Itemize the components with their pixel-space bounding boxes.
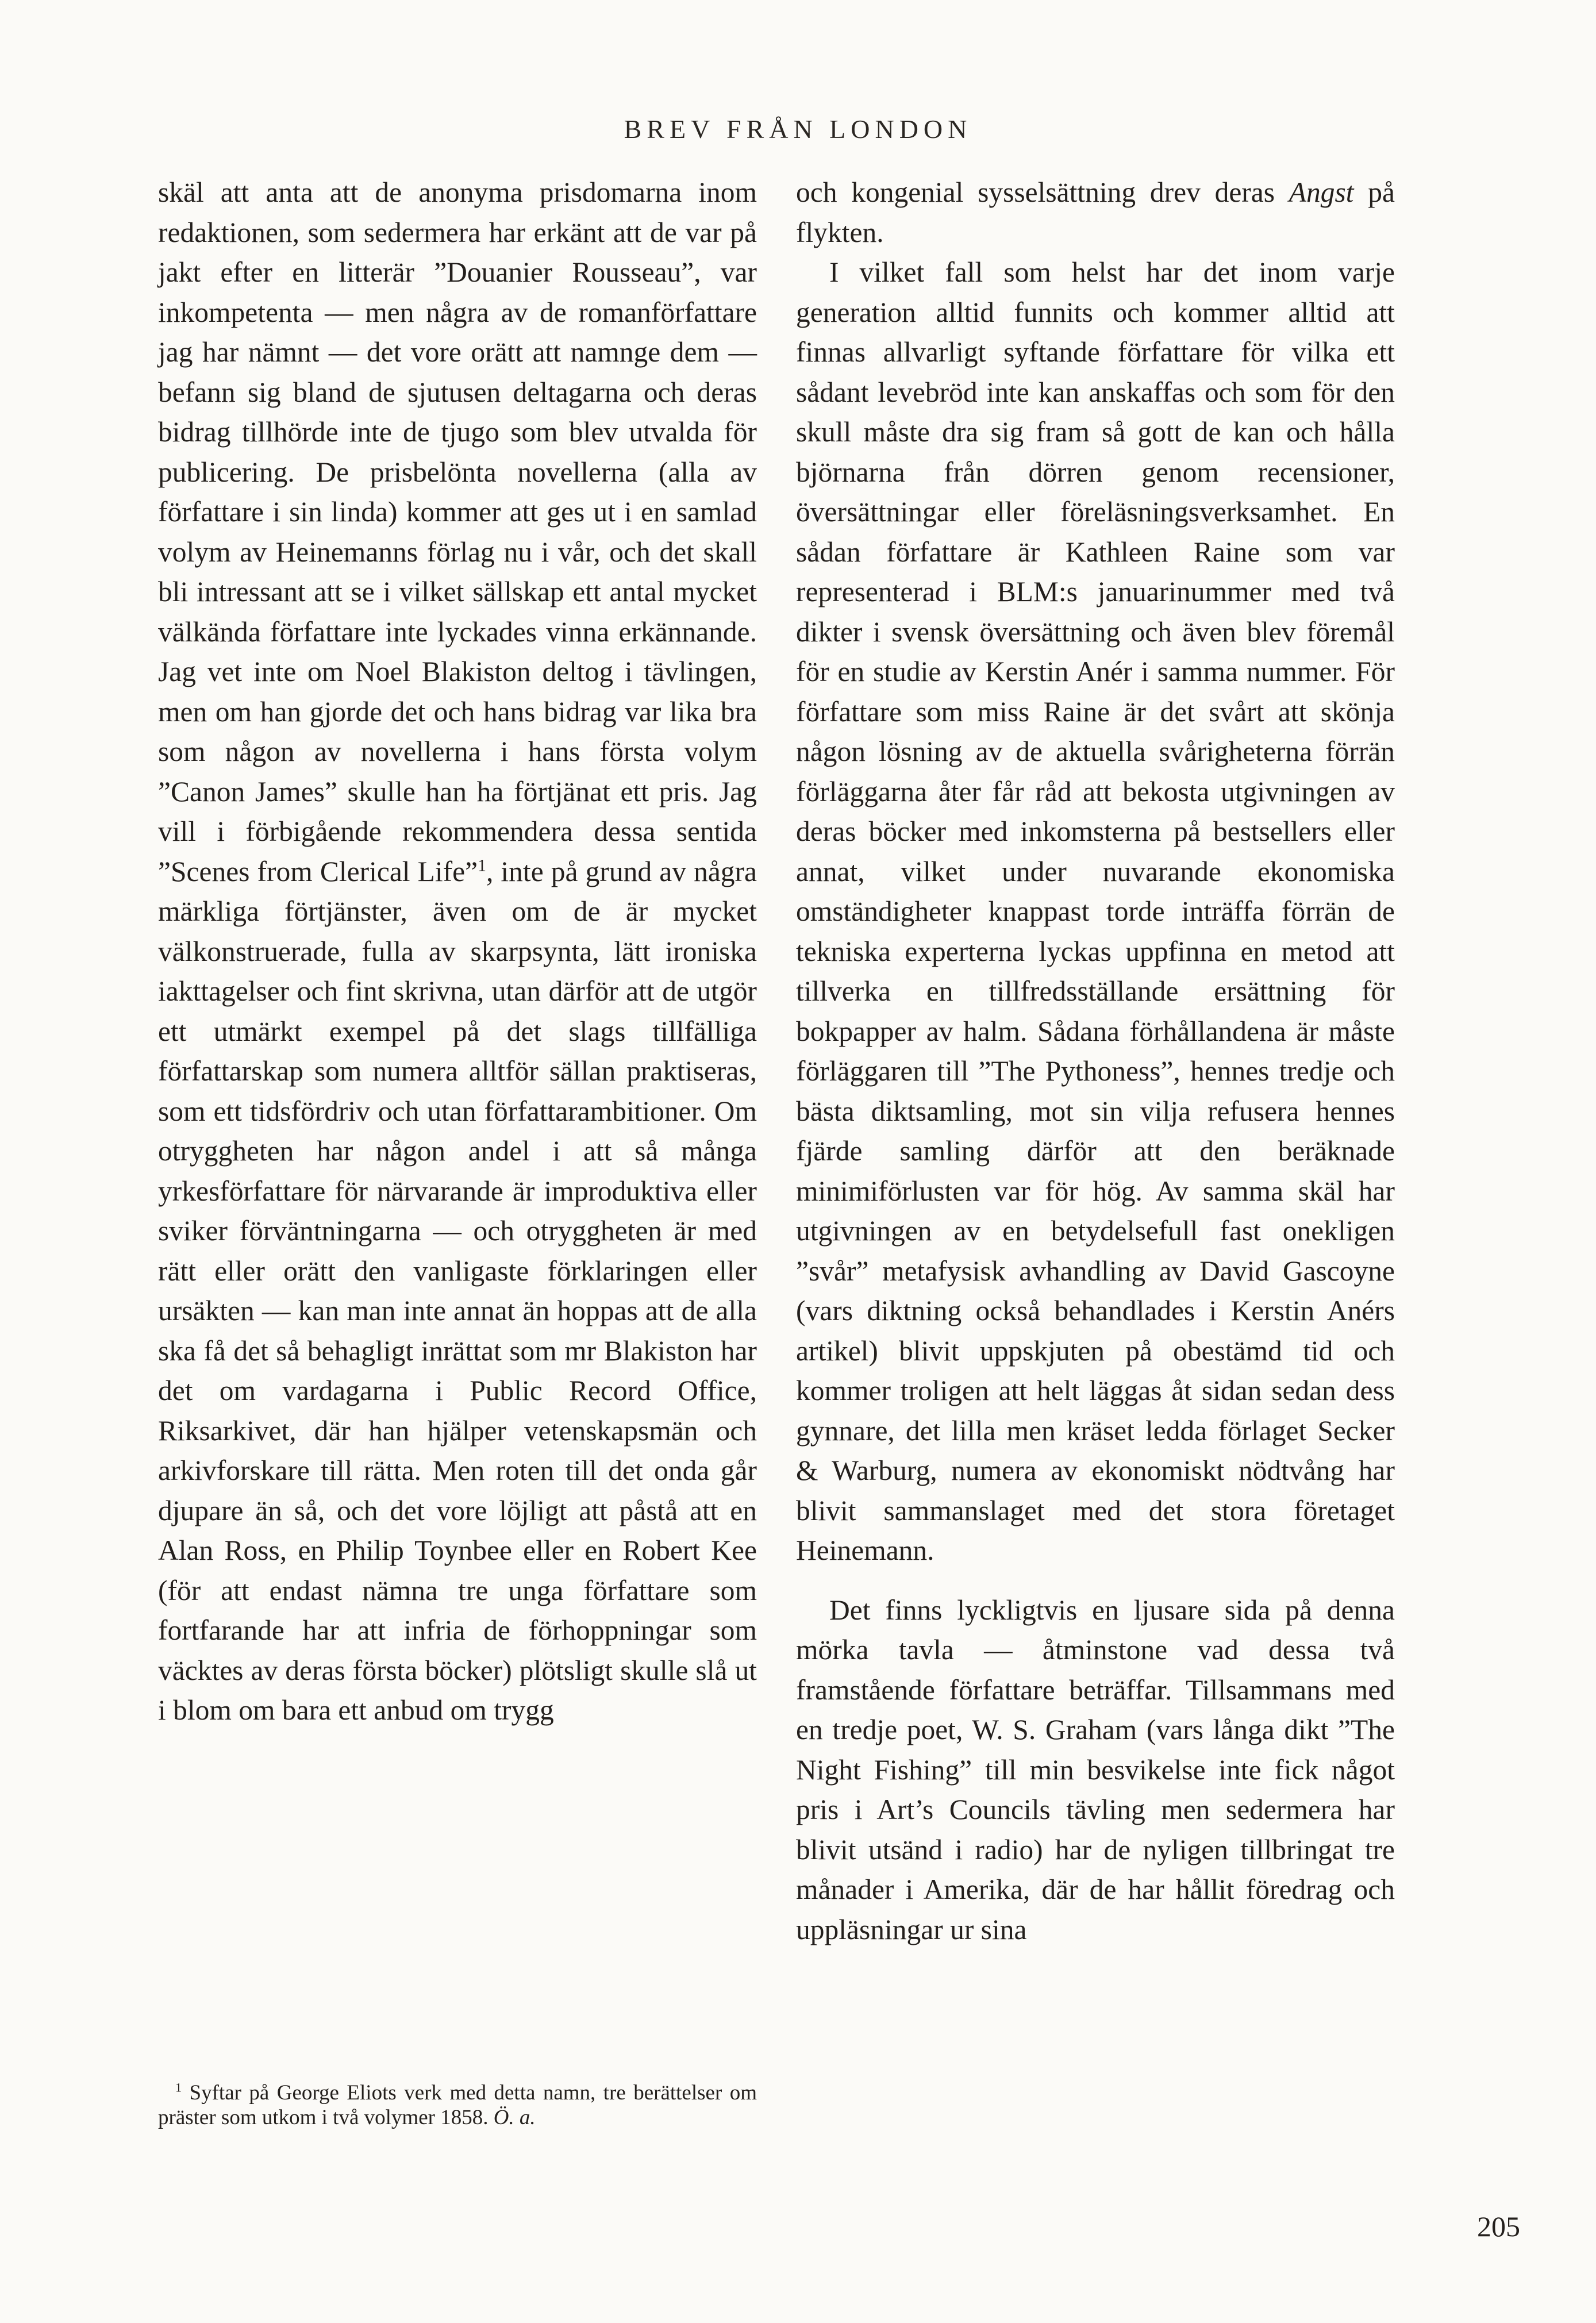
left-paragraph-1 bbox=[158, 172, 757, 1730]
left-column bbox=[158, 172, 757, 1730]
right-paragraph-1-end: på flykten. bbox=[796, 176, 1395, 248]
footnote-marker: 1 bbox=[175, 2080, 182, 2095]
right-column bbox=[796, 172, 1395, 1949]
footnote bbox=[158, 2080, 757, 2130]
footnote-text: Syftar på George Eliots verk med detta namn, tre berättelser om präster som utkom i två volymer 1858. bbox=[158, 2081, 757, 2129]
right-paragraph-2: I vilket fall som helst har det inom varje generation alltid funnits och kommer alltid att finnas allvarligt syftande författare för vilka ett sådant levebröd inte kan anskaffas och som för den skull måste dra sig fram så gott de kan och hålla björnarna från dörren genom recensioner, översättningar eller föreläsningsverksamhet. En sådan författare är Kathleen Raine som var representerad i BLM:s januarinummer med två dikter i svensk översättning och även blev föremål för en studie av Kerstin Anér i samma nummer. För författare som miss Raine är det svårt att skönja någon lösning av de aktuella svårigheterna förrän förläggarna åter får råd att bekosta utgivningen av deras böcker med inkomsterna på bestsellers eller annat, vilket under nuvarande ekonomiska omständigheter knappast torde inträffa förrän de tekniska experterna lyckas uppfinna en metod att tillverka en tillfredsställande ersättning för bokpapper av halm. Sådana förhållandena är måste förläggaren till ”The Pythoness”, hennes tredje och bästa diktsamling, mot sin vilja refusera hennes fjärde samling därför att den beräknade minimiförlusten var för hög. Av samma skäl har utgivningen av en betydelsefull fast onekligen ”svår” metafysisk avhandling av David Gascoyne (vars diktning också behandlades i Kerstin Anérs artikel) blivit uppskjuten på obestämd tid och kommer troligen att helt läggas åt sidan sedan dess gynnare, det lilla men kräset ledda förlaget Secker & Warburg, numera av ekonomiskt nödtvång har blivit sammanslaget med det stora företaget Heinemann. bbox=[796, 256, 1395, 1566]
left-paragraph-1-text-a: skäl att anta att de anonyma prisdomarna inom redaktionen, som sedermera har erkänt att de var på jakt efter en litterär ”Douanier Rousseau”, var inkompetenta — men några av de romanförfattare jag har nämnt — det vore orätt att namnge dem — befann sig bland de sjutusen deltagarna och deras bidrag tillhörde inte de tjugo som blev utvalda för publicering. De prisbelönta novellerna (alla av författare i sin linda) kommer att ges ut i en samlad volym av Heinemanns förlag nu i vår, och det skall bli intressant att se i vilket sällskap ett antal mycket välkända författare inte lyckades vinna erkännande. Jag vet inte om Noel Blakiston deltog i tävlingen, men om han gjorde det och hans bidrag var lika bra som någon av novellerna i hans första volym ”Canon James” skulle han ha förtjänat ett pris. Jag vill i förbigående rekommendera dessa sentida ”Scenes from Clerical Life” bbox=[158, 176, 757, 887]
angst-italic: Angst bbox=[1289, 176, 1354, 208]
right-paragraph-1 bbox=[796, 172, 1395, 252]
right-paragraph-1-text: och kongenial sysselsättning drev deras bbox=[796, 176, 1289, 208]
page-number: 205 bbox=[1477, 2210, 1520, 2243]
footnote-signature: Ö. a. bbox=[493, 2106, 536, 2129]
footnote-reference: 1 bbox=[478, 856, 486, 875]
running-header: BREV FRÅN LONDON bbox=[624, 114, 972, 144]
left-paragraph-1-text-b: , inte på grund av några märkliga förtjänster, även om de är mycket välkonstruerade, fulla av skarpsynta, lätt ironiska iakttagelser och fint skrivna, utan därför att de utgör ett utmärkt exempel på det slags tillfälliga författarskap som numera alltför sällan praktiseras, som ett tidsfördriv och utan författarambitioner. Om otryggheten har någon andel i att så många yrkesförfattare för närvarande är improduktiva eller sviker förväntningarna — och otryggheten är med rätt eller orätt den vanligaste förklaringen eller ursäkten — kan man inte annat än hoppas att de alla ska få det så behagligt inrättat som mr Blakiston har det om vardagarna i Public Record Office, Riksarkivet, där han hjälper vetenskapsmän och arkivforskare till rätta. Men roten till det onda går djupare än så, och det vore löjligt att påstå att en Alan Ross, en Philip Toynbee eller en Robert Kee (för att endast nämna tre unga författare som fortfarande har att infria de förhoppningar som väcktes av deras första böcker) plötsligt skulle slå ut i blom om bara ett anbud om trygg bbox=[158, 855, 757, 1726]
right-paragraph-3: Det finns lyckligtvis en ljusare sida på denna mörka tavla — åtminstone vad dessa två framstående författare beträffar. Tillsammans med en tredje poet, W. S. Graham (vars långa dikt ”The Night Fishing” till min besvikelse inte fick något pris i Art’s Councils tävling men sedermera har blivit utsänd i radio) har de nyligen tillbringat tre månader i Amerika, där de har hållit föredrag och uppläsningar ur sina bbox=[796, 1594, 1395, 1945]
